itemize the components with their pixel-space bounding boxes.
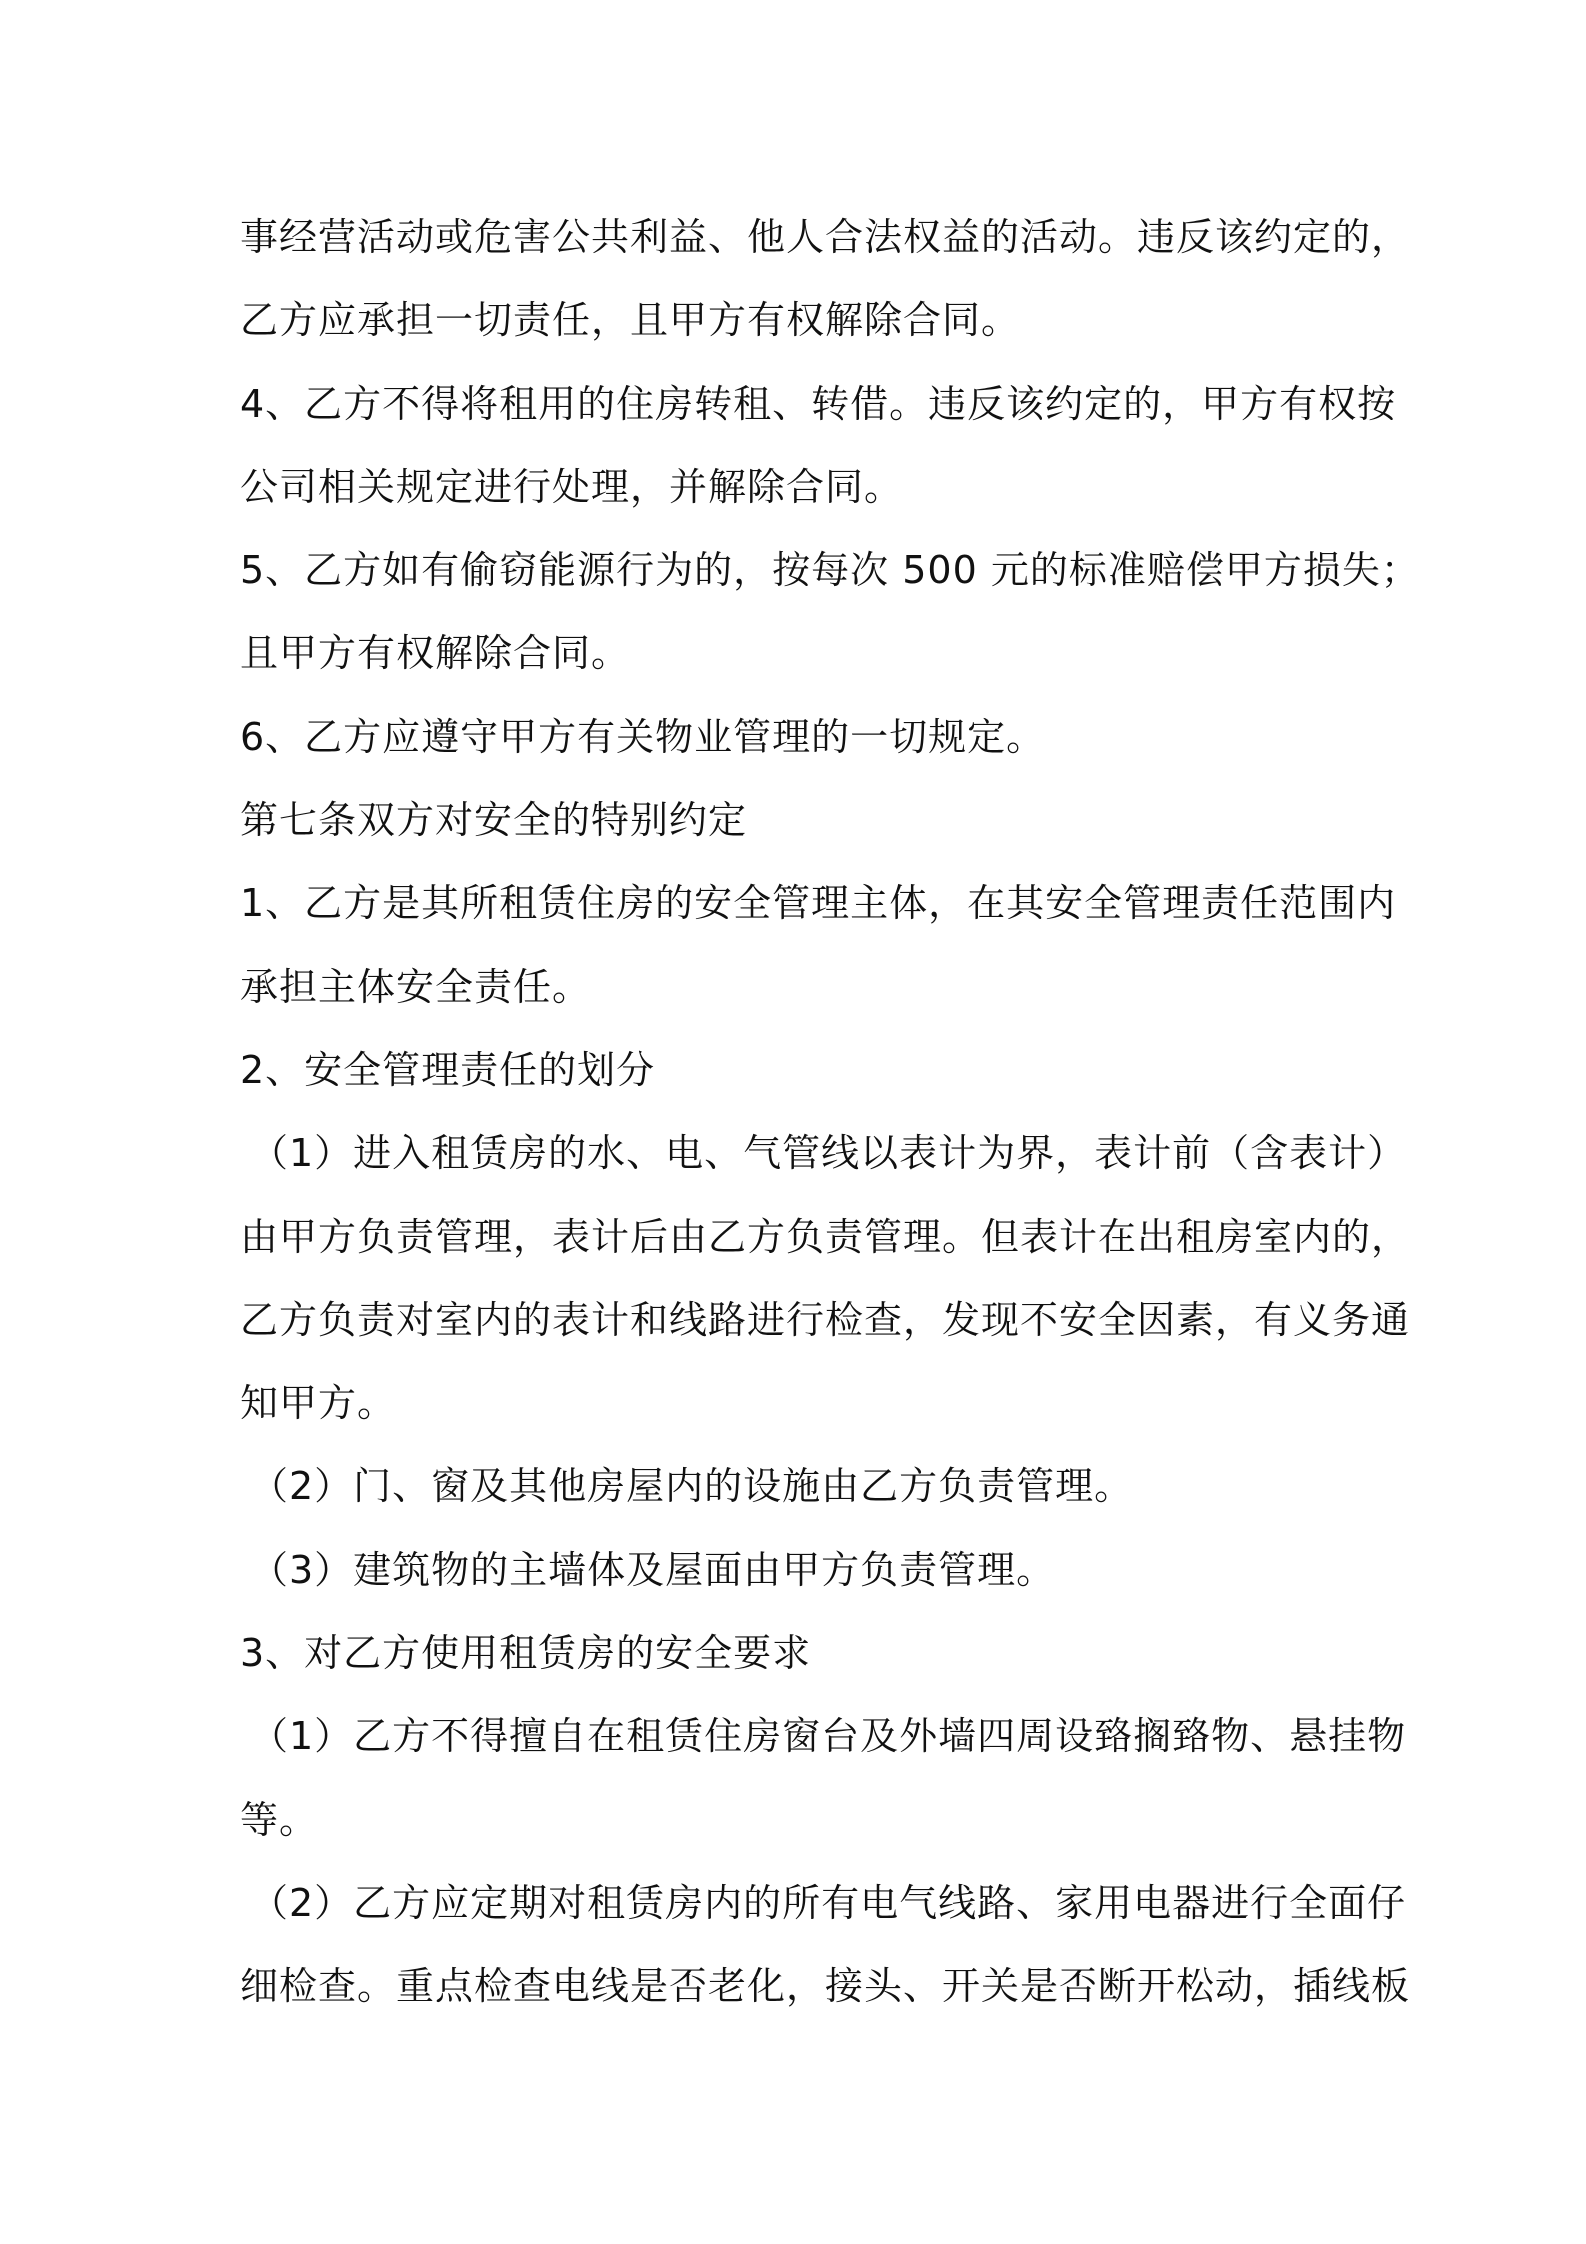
text-line: 承担主体安全责任。 [240, 964, 592, 1009]
text-line: （2）门、窗及其他房屋内的设施由乙方负责管理。 [250, 1464, 1134, 1509]
text-line: 知甲方。 [240, 1381, 397, 1426]
text-line: 事经营活动或危害公共利益、他人合法权益的活动。违反该约定的， [240, 215, 1411, 259]
text-line: 2、安全管理责任的划分 [240, 1047, 656, 1092]
text-line: （1）乙方不得擅自在租赁住房窗台及外墙四周设臵搁臵物、悬挂物 [250, 1714, 1407, 1759]
text-line: （2）乙方应定期对租赁房内的所有电气线路、家用电器进行全面仔 [250, 1880, 1407, 1925]
text-line: 1、乙方是其所租赁住房的安全管理主体，在其安全管理责任范围内 [240, 881, 1397, 926]
text-line: 由甲方负责管理，表计后由乙方负责管理。但表计在出租房室内的， [240, 1214, 1411, 1259]
text-line: 乙方应承担一切责任，且甲方有权解除合同。 [240, 298, 1021, 343]
text-line: 等。 [240, 1797, 319, 1842]
text-line: （3）建筑物的主墙体及屋面由甲方负责管理。 [250, 1547, 1056, 1592]
text-line: 6、乙方应遵守甲方有关物业管理的一切规定。 [240, 714, 1046, 759]
text-line: 乙方负责对室内的表计和线路进行检查，发现不安全因素，有义务通 [240, 1297, 1411, 1342]
text-line: （1）进入租赁房的水、电、气管线以表计为界，表计前（含表计） [250, 1131, 1407, 1176]
section-heading: 第七条双方对安全的特别约定 [240, 798, 748, 843]
text-line: 5、乙方如有偷窃能源行为的，按每次 500 元的标准赔偿甲方损失； [240, 548, 1420, 593]
text-line: 3、对乙方使用租赁房的安全要求 [240, 1631, 812, 1676]
text-line: 且甲方有权解除合同。 [240, 631, 631, 676]
text-line: 公司相关规定进行处理，并解除合同。 [240, 464, 904, 509]
text-line: 细检查。重点检查电线是否老化，接头、开关是否断开松动，插线板 [240, 1964, 1411, 2009]
contract-text-body [240, 196, 1420, 2029]
text-line: 4、乙方不得将租用的住房转租、转借。违反该约定的，甲方有权按 [240, 381, 1397, 426]
